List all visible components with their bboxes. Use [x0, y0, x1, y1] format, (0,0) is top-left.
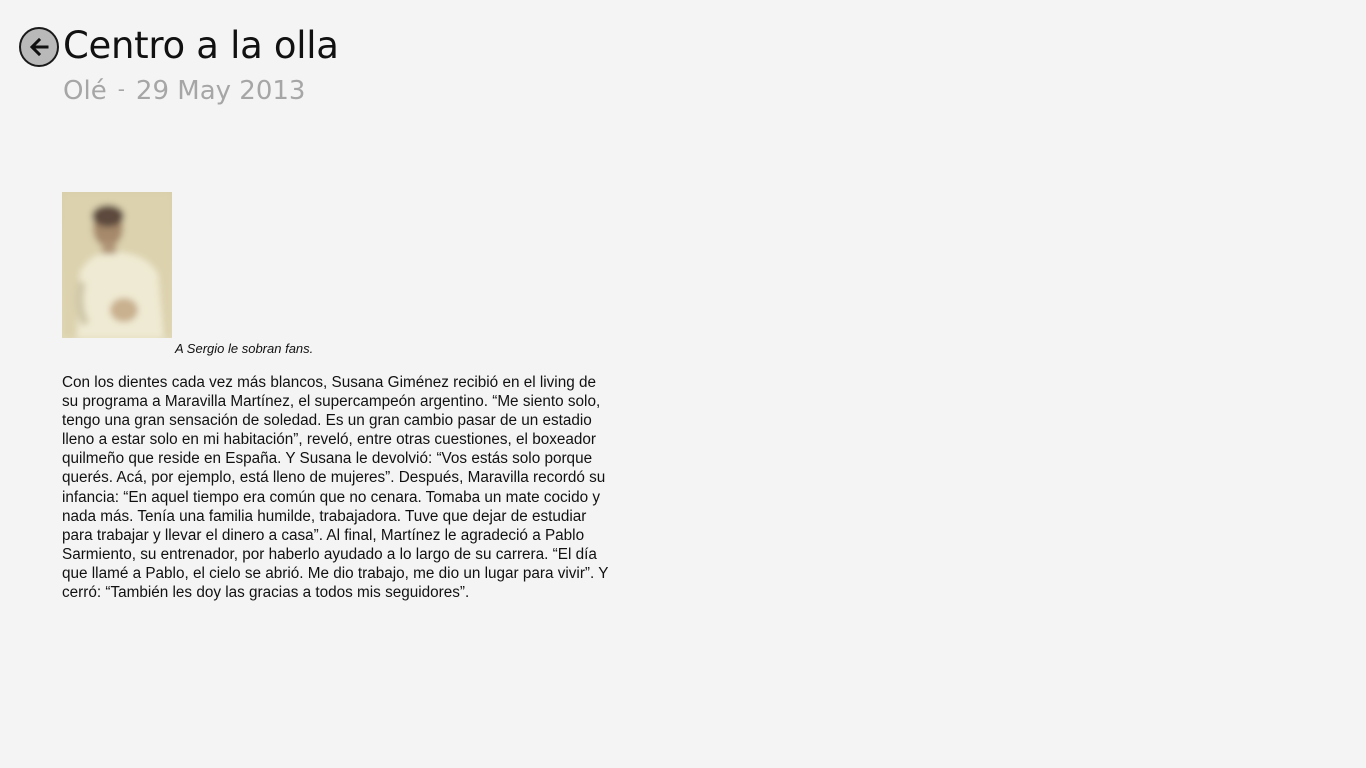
page-title: Centro a la olla — [63, 24, 339, 67]
article-source: Olé — [63, 76, 107, 106]
image-caption: A Sergio le sobran fans. — [175, 341, 314, 356]
article-photo — [62, 192, 172, 338]
meta-separator: - — [117, 77, 125, 101]
article-meta — [63, 72, 305, 108]
article-body: Con los dientes cada vez más blancos, Susana Giménez recibió en el living de su programa a Maravilla Martínez, el supercampeón argentino. “Me siento solo, tengo una gran sensación de soledad. Es un gran cambio pasar de un estadio lleno a estar solo en mi habitación”, reveló, entre otras cuestiones, el boxeador quilmeño que reside en España. Y Susana le devolvió: “Vos estás solo porque querés. Acá, por ejemplo, está lleno de mujeres”. Después, Maravilla recordó su infancia: “En aquel tiempo era común que no cenara. Tomaba un mate cocido y nada más. Tenía una familia humilde, trabajadora. Tuve que dejar de estudiar para trabajar y llevar el dinero a casa”. Al final, Martínez le agradeció a Pablo Sarmiento, su entrenador, por haberlo ayudado a lo largo de su carrera. “El día que llamé a Pablo, el cielo se abrió. Me dio trabajo, me dio un lugar para vivir”. Y cerró: “También les doy las gracias a todos mis seguidores”. — [62, 374, 609, 602]
back-arrow-icon — [27, 35, 51, 59]
boxer-photo-icon — [62, 192, 172, 338]
article-date: 29 May 2013 — [135, 76, 306, 106]
back-button[interactable] — [19, 27, 59, 67]
